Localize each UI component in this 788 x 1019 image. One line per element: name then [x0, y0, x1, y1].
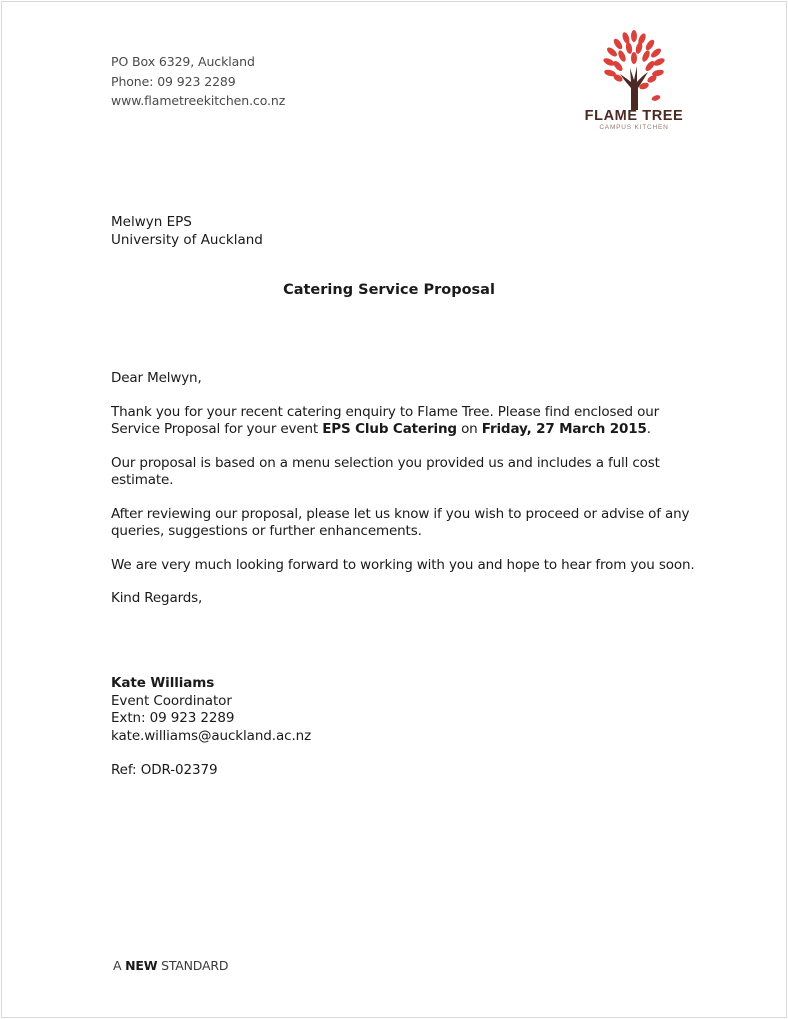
letter-page [1, 1, 787, 1018]
recipient-organization: University of Auckland [111, 232, 263, 248]
paragraph-review: After reviewing our proposal, please let us know if you wish to proceed or advise of any queries, suggestions or further enhancements. [111, 505, 690, 539]
sender-address: PO Box 6329, Auckland [111, 54, 255, 69]
intro-text: Thank you for your recent catering enquiry to Flame Tree. Please find enclosed our Service Proposal for your event [111, 403, 660, 437]
event-date: Friday, 27 March 2015 [481, 421, 647, 437]
closing: Kind Regards, [111, 590, 203, 606]
paragraph-proposal: Our proposal is based on a menu selection you provided us and includes a full cost estimate. [111, 454, 660, 488]
paragraph-intro [111, 404, 711, 439]
event-name: EPS Club Catering [322, 421, 457, 437]
logo-subtitle: CAMPUS KITCHEN [599, 124, 669, 131]
reference-number: Ref: ODR-02379 [111, 762, 218, 778]
paragraph-closing: We are very much looking forward to working with you and hope to hear from you soon. [111, 556, 695, 573]
letter-body [111, 370, 711, 624]
document-title: Catering Service Proposal [283, 282, 495, 298]
tagline-emphasis: NEW [125, 958, 158, 973]
tagline-suffix: STANDARD [157, 958, 229, 973]
sender-phone: Phone: 09 923 2289 [111, 73, 236, 89]
recipient-name: Melwyn EPS [111, 214, 192, 230]
footer-tagline [113, 958, 228, 973]
sender-website: www.flametreekitchen.co.nz [111, 93, 286, 108]
signatory-email[interactable]: kate.williams@auckland.ac.nz [111, 727, 312, 744]
tree-icon [574, 30, 694, 110]
flame-tree-logo [574, 30, 694, 134]
signatory-role: Event Coordinator [111, 692, 232, 709]
salutation: Dear Melwyn, [111, 370, 202, 386]
intro-connector: on [456, 421, 482, 437]
signatory-name: Kate Williams [111, 675, 215, 691]
signature-block [111, 675, 311, 780]
sender-info [111, 52, 285, 111]
recipient-info [111, 213, 263, 249]
intro-end: . [646, 421, 651, 437]
tagline-prefix: A [113, 958, 126, 973]
logo-title: FLAME TREE [584, 108, 684, 124]
signatory-extension: Extn: 09 923 2289 [111, 710, 235, 726]
